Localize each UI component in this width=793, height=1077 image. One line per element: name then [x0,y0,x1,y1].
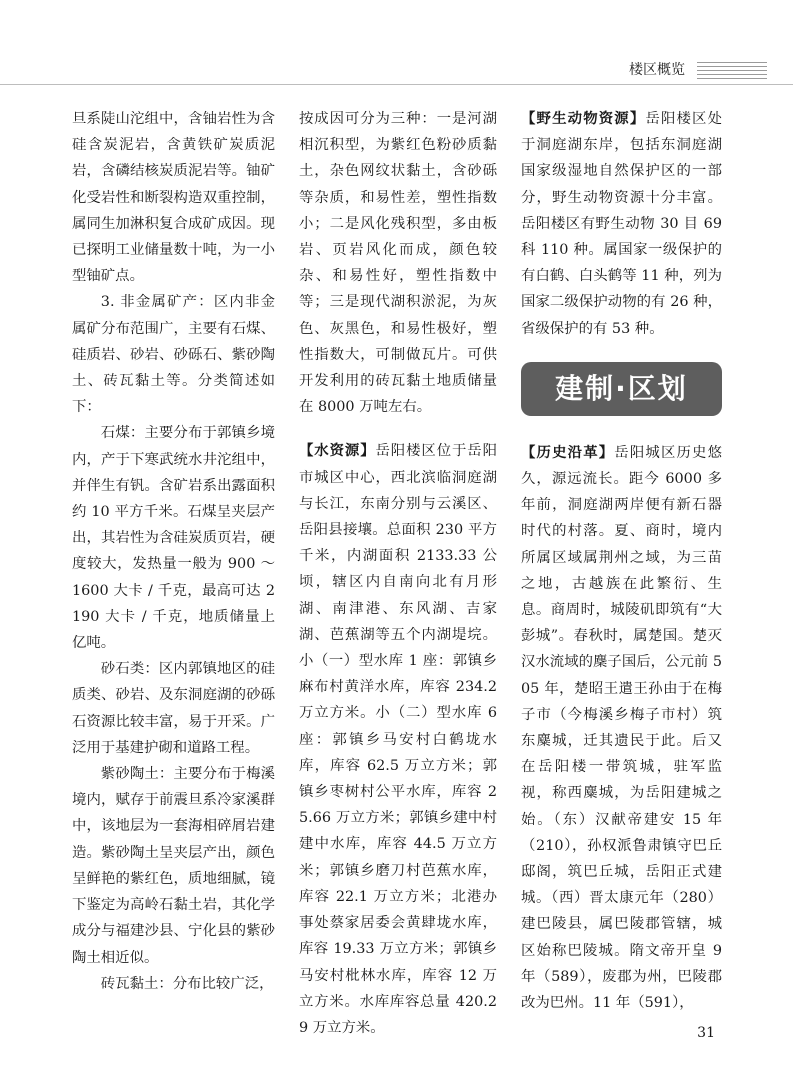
header-rule [0,84,793,85]
running-header [0,58,793,88]
header-decoration [697,62,767,80]
paragraph: 砖瓦黏土：分布比较广泛， [100,975,274,992]
section-label-history: 【历史沿革】 [521,444,615,461]
column-2 [299,106,497,1041]
chapter-banner: 建制·区划 [521,362,722,416]
section-text-history: 岳阳城区历史悠久，源远流长。距今 6000 多年前，洞庭湖两岸便有新石器时代的村落。夏、商时，境内所属区域属荆州之域，为三苗之地，古越族在此繁衍、生息。商周时，城陵矶即筑有“大彭城”。春秋时，属楚国。楚灭汉水流域的麇子国后，公元前 505 年，楚昭王遣王孙由于在梅子市（今梅溪乡梅子市村）筑东麋城，迁其遗民于此。后又在岳阳楼一带筑城，驻军监视，称西麋城，为岳阳建城之始。（东）汉献帝建安 15 年（210），孙权派鲁肃镇守巴丘邸阁，筑巴丘城，岳阳正式建城。（西）晋太康元年（280）建巴陵县，属巴陵郡管辖，城区始称巴陵城。隋文帝开皇 9 年（589），废郡为州，巴陵郡改为巴州。11 年（591）， [521,444,722,1012]
section-history [521,440,722,1016]
column-1 [72,106,275,997]
paragraph: 按成因可分为三种：一是河湖相沉积型，为紫红色粉砂质黏土，杂色网纹状黏土，含砂砾等杂质，和易性差，塑性指数小；二是风化残积型，多由板岩、页岩风化而成，颜色较杂、和易性好，塑性指数中等；三是现代湖积淤泥，为灰色、灰黑色，和易性极好，塑性指数大，可制做瓦片。可供开发利用的砖瓦黏土地质储量在 8000 万吨左右。 [299,111,497,416]
paragraph: 3. 非金属矿产：区内非金属矿分布范围广，主要有石煤、硅质岩、砂岩、砂砾石、紫砂陶土、砖瓦黏土等。分类简述如下： [72,294,275,416]
column-3 [521,106,722,1016]
section-water [299,438,497,1041]
section-wildlife [521,106,722,342]
paragraph: 紫砂陶土：主要分布于梅溪境内，赋存于前震旦系冷家溪群中，该地层为一套海相碎屑岩建造。紫砂陶土呈夹层产出，颜色呈鲜艳的紫红色，质地细腻，镜下鉴定为高岭石黏土岩，其化学成分与福建沙县、宁化县的紫砂陶土相近似。 [72,766,275,966]
section-text-wildlife: 岳阳楼区处于洞庭湖东岸，包括东洞庭湖国家级湿地自然保护区的一部分，野生动物资源十分丰富。岳阳楼区有野生动物 30 目 69 科 110 种。属国家一级保护的有白鹤、白头鹤等 11 种，列为国家二级保护动物的有 26 种，省级保护的有 53 种。 [521,111,722,337]
section-label-wildlife: 【野生动物资源】 [521,111,646,127]
header-title: 楼区概览 [629,62,685,78]
paragraph: 石煤：主要分布于郭镇乡境内，产于下寒武统水井沱组中，并伴生有钒。含矿岩系出露面积约 10 平方千米。石煤呈夹层产出，其岩性为含硅炭质页岩，硬度较大，发热量一般为 900 ～ 1600 大卡 / 千克，最高可达 2190 大卡 / 千克，地质储量上亿吨。 [72,425,275,652]
section-label-water: 【水资源】 [299,443,376,460]
page-number: 31 [697,1025,715,1041]
section-text-water: 岳阳楼区位于岳阳市城区中心，西北滨临洞庭湖与长江，东南分别与云溪区、岳阳县接壤。总面积 230 平方千米，内湖面积 2133.33 公顷，辖区内自南向北有月形湖、南津港、东风湖、吉家湖、芭蕉湖等五个内湖堤垸。小（一）型水库 1 座：郭镇乡麻布村黄洋水库，库容 234.2 万立方米。小（二）型水库 6 座：郭镇乡马安村白鹤垅水库，库容 62.5 万立方米；郭镇乡枣树村公平水库，库容 25.66 万立方米；郭镇乡建中村建中水库，库容 44.5 万立方米；郭镇乡磨刀村芭蕉水库，库容 22.1 万立方米；北港办事处蔡家居委会黄肆垅水库，库容 19.33 万立方米；郭镇乡马安村枇林水库，库容 12 万立方米。水库库容总量 420.29 万立方米。 [299,443,497,1036]
paragraph: 旦系陡山沱组中，含铀岩性为含硅含炭泥岩，含黄铁矿炭质泥岩，含磷结核炭质泥岩等。铀矿化受岩性和断裂构造双重控制，属同生加淋积复合成矿成因。现已探明工业储量数十吨，为一小型铀矿点。 [72,111,275,285]
paragraph: 砂石类：区内郭镇地区的硅质类、砂岩、及东洞庭湖的砂砾石资源比较丰富，易于开采。广泛用于基建护砌和道路工程。 [72,661,275,756]
